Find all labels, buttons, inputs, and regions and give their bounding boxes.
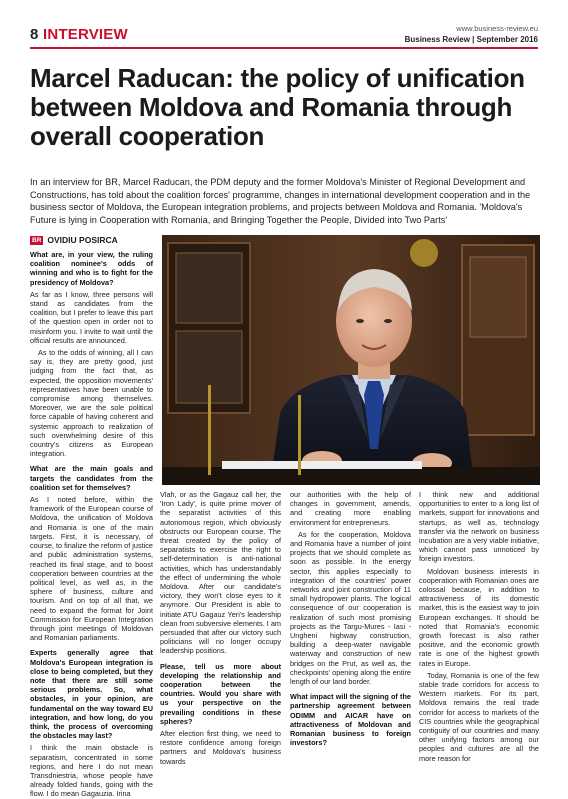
question: What are, in your view, the ruling coalition nominee's odds of winning and who is to fight for the presidency of Moldova? bbox=[30, 250, 153, 287]
answer-paragraph: As far as I know, three persons will stand as candidates from the coalition, but I prefer to leave this part of the question open in order not to misinform you. I invite to wait until the official results are announced. bbox=[30, 289, 153, 345]
text-column-4 bbox=[419, 490, 539, 763]
answer-paragraph: Vlah, or as the Gagauz call her, the 'Iron Lady', is quite prime mover of the separatist activities of this autonomous region, which obviously obstructs our European course. The threat created by the policy of separatists to exercise the right to self-determination is anti-national activities, which has understandably the effect of undermining the whole Moldova. After our candidate's victory, they won't close eyes to it anymore. Our President is able to initiate ATU Gagauz Yeri's leadership clean from subversive elements. I am persuaded that after our victory such politicians will no longer occupy leadership positions. bbox=[160, 490, 281, 656]
text-column-1 bbox=[30, 250, 153, 799]
answer-paragraph: I think new and additional opportunities to enter to a long list of markets, support for innovations and startups, as well as, technology transfer via the network on business incubation are a very viable initiative, which cannot pass unnoticed by foreign investors. bbox=[419, 490, 539, 564]
text-column-2 bbox=[160, 490, 281, 766]
question: Please, tell us more about developing the relationship and cooperation between the countries. Would you share with us your perspective on the prevailing conditions in these spheres? bbox=[160, 661, 281, 726]
byline bbox=[30, 235, 118, 245]
answer-paragraph: Today, Romania is one of the few stable trade corridors for access to Western markets. For its part, Moldova remains the real trade corridor for access to markets of the CIS countries while the geographical contiguity of our countries and many other unifying factors among our peoples and cultures are all the more reason for bbox=[419, 670, 539, 763]
answer-paragraph: our authorities with the help of changes in government, amends, and creating more enabling environment for entrepreneurs. bbox=[290, 490, 411, 527]
section-label: INTERVIEW bbox=[43, 26, 128, 43]
interview-photo bbox=[162, 235, 540, 485]
answer-paragraph: As to the odds of winning, all I can say is, they are pretty good, just judging from the fact that, as expected, the opposition movements' representatives have been unable to compromise among themselves. Moreover, we are the sole political force capable of having coherent and systemic approach to realization of such overwhelming desire of this country's citizens as European integration. bbox=[30, 348, 153, 459]
answer-paragraph: After election first thing, we need to restore confidence among foreign partners and Moldova's business towards bbox=[160, 729, 281, 766]
text-column-3 bbox=[290, 490, 411, 748]
portrait-illustration bbox=[162, 235, 540, 485]
website-url: www.business-review.eu bbox=[456, 24, 538, 33]
headline: Marcel Raducan: the policy of unification between Moldova and Romania through overall cooperation bbox=[30, 63, 525, 151]
question: Experts generally agree that Moldova's European integration is close to being completed, but they note that there are still some serious problems. So, what obstacles, in your opinion, are fundamental on the way toward EU integration, and how long, do you think, the process of overcoming the obstacles may last? bbox=[30, 648, 153, 741]
byline-badge: BR bbox=[32, 237, 42, 244]
answer-paragraph: Moldovan business interests in cooperation with Romanian ones are colossal because, in addition to attractiveness of its domestic market, this is the easiest way to join European exchanges. It should be noted that Romania's economic growth forecast is also rather positive, and the economic growth rate is one of the highest growth rates in Europe. bbox=[419, 566, 539, 668]
question: What are the main goals and targets the candidates from the coalition set for themselves? bbox=[30, 464, 153, 492]
question: What impact will the signing of the partnership agreement between ODIMM and AICAR have on attractiveness of Moldovan and Romanian business to foreign investors? bbox=[290, 692, 411, 748]
author-name: OVIDIU POSIRCA bbox=[47, 235, 118, 245]
header-rule bbox=[30, 47, 538, 49]
page-number: 8 bbox=[30, 26, 39, 43]
lead-paragraph: In an interview for BR, Marcel Raducan, the PDM deputy and the former Moldova's Minister of Regional Development and Constructions, has told about the coalition forces' programme, changes in international development cooperation and in the business sector of Moldova, the European integration problems, and projects between Moldova and Romania. 'Moldova's Future is lying in Cooperation with Romania, and Bringing Together the People, Divided into Two Parts' bbox=[30, 177, 531, 225]
answer-paragraph: I think the main obstacle is separatism, concentrated in some regions, and here I do not mean Transdniestria, whose people have already folded hands, going with the flow. I do mean Gagauzia. Irina bbox=[30, 743, 153, 799]
answer-paragraph: As I noted before, within the framework of the European course of Moldova, the unification of Moldova and Romania is one of the main targets. First, it is necessary, of course, to finalize the reform of justice and public administration systems, reached its final stage, and to boost cooperation between countries at the political level, as well as, in the sphere of business, culture and tourism. And on top of all that, we need to expand the format for Joint Commission for European Integration through joint meetings of Moldovan and Romanian parliaments. bbox=[30, 495, 153, 643]
answer-paragraph: As for the cooperation, Moldova and Romania have a number of joint projects that we should complete as soon as possible. In the energy sector, this applies especially to integration of the countries' power networks and joint construction of 11 small hydropower plants. The logical consequence of our cooperation is realization of such most promising projects as the Targu-Mures - Iasi - Ungheni highway construction, building a deep-water navigable waterway and construction of new bridges on the Prut, as well as, the checkpoints' opening along the entire length of our land border. bbox=[290, 529, 411, 687]
page-header bbox=[30, 24, 538, 48]
issue-label: Business Review | September 2016 bbox=[404, 35, 538, 44]
